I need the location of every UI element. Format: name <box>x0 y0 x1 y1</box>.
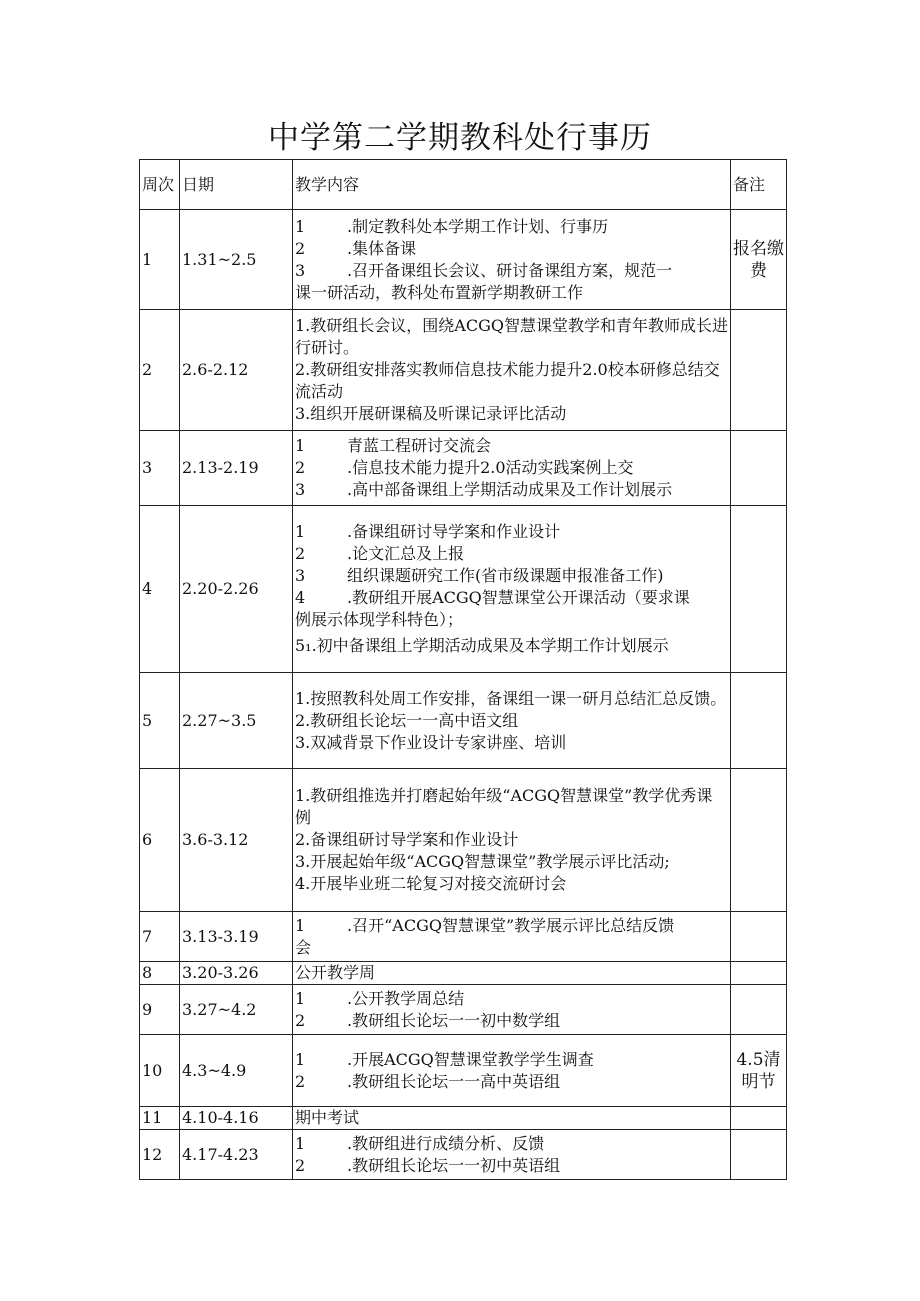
content-line: 1.按照教科处周工作安排，备课组一课一研月总结汇总反馈。 <box>295 688 727 708</box>
item-number: 2 <box>295 544 306 563</box>
content-continuation: 例展示体现学科特色）； <box>295 610 464 629</box>
content-cell <box>293 1107 731 1130</box>
item-number: 2 <box>295 458 306 477</box>
table-row <box>140 912 787 962</box>
date-cell: 3.20-3.26 <box>180 962 293 985</box>
content-item <box>295 521 728 543</box>
item-number: 2 <box>295 1010 306 1030</box>
content-item <box>295 988 728 1010</box>
content-item <box>295 457 728 479</box>
week-cell: 9 <box>140 985 180 1035</box>
content-line: 3.组织开展研课稿及听课记录评比活动 <box>295 404 567 423</box>
content-line: 2.备课组研讨导学案和作业设计 <box>295 830 519 849</box>
item-number: 1 <box>295 988 306 1008</box>
header-note: 备注 <box>731 160 787 210</box>
content-continuation: 会 <box>295 937 312 957</box>
content-item <box>295 587 728 609</box>
item-text: .论文汇总及上报 <box>347 544 465 563</box>
date-cell: 3.27~4.2 <box>180 985 293 1035</box>
content-item <box>295 915 728 937</box>
item-text: 青蓝工程研讨交流会 <box>347 436 492 455</box>
item-number: 1 <box>295 1049 306 1069</box>
item-text: .集体备课 <box>347 238 417 258</box>
item-text: .高中部备课组上学期活动成果及工作计划展示 <box>347 480 673 499</box>
content-line: 公开教学周 <box>295 963 376 982</box>
content-item <box>295 543 728 565</box>
item-text: .教研组进行成绩分析、反馈 <box>347 1133 545 1153</box>
item-text: .开展ACGQ智慧课堂教学学生调查 <box>347 1049 594 1069</box>
content-item-extra: 5₁.初中备课组上学期活动成果及本学期工作计划展示 <box>295 636 669 655</box>
item-number: 2 <box>295 1071 306 1091</box>
table-row <box>140 985 787 1035</box>
note-cell <box>731 985 787 1035</box>
content-line: 4.开展毕业班二轮复习对接交流研讨会 <box>295 874 567 893</box>
date-cell: 2.27~3.5 <box>180 673 293 769</box>
content-line: 2.教研组长论坛一一高中语文组 <box>295 710 519 730</box>
week-cell: 3 <box>140 431 180 506</box>
item-text: .召开“ACGQ智慧课堂”教学展示评比总结反馈 <box>347 915 675 935</box>
schedule-table <box>139 159 787 1180</box>
content-item <box>295 435 728 457</box>
content-line: 2.教研组安排落实教师信息技术能力提升2.0校本研修总结交流活动 <box>295 360 720 401</box>
content-item <box>295 1010 728 1032</box>
note-cell <box>731 962 787 985</box>
content-item <box>295 216 728 238</box>
table-row <box>140 1035 787 1107</box>
item-number: 2 <box>295 1155 306 1175</box>
item-number: 2 <box>295 238 306 258</box>
week-cell: 1 <box>140 210 180 310</box>
content-item <box>295 238 728 260</box>
content-line: 期中考试 <box>295 1108 360 1127</box>
date-cell: 3.6-3.12 <box>180 769 293 912</box>
week-cell: 6 <box>140 769 180 912</box>
header-row <box>140 160 787 210</box>
item-number: 1 <box>295 436 306 455</box>
note-cell: 4.5清明节 <box>731 1035 787 1107</box>
note-cell <box>731 673 787 769</box>
week-cell: 12 <box>140 1130 180 1180</box>
note-cell <box>731 506 787 673</box>
item-number: 3 <box>295 260 306 280</box>
content-item <box>295 1071 728 1093</box>
date-cell: 4.17-4.23 <box>180 1130 293 1180</box>
table-row <box>140 210 787 310</box>
content-item <box>295 1049 728 1071</box>
table-row <box>140 431 787 506</box>
week-cell: 7 <box>140 912 180 962</box>
content-cell <box>293 506 731 673</box>
item-text: .教研组长论坛一一高中英语组 <box>347 1071 561 1091</box>
content-cell <box>293 210 731 310</box>
content-cell <box>293 1130 731 1180</box>
date-cell: 4.3~4.9 <box>180 1035 293 1107</box>
note-cell <box>731 769 787 912</box>
note-cell <box>731 912 787 962</box>
date-cell: 2.6-2.12 <box>180 310 293 431</box>
content-cell <box>293 310 731 431</box>
item-number: 3 <box>295 480 306 499</box>
item-text: .教研组开展ACGQ智慧课堂公开课活动（要求课 <box>347 588 690 607</box>
week-cell: 10 <box>140 1035 180 1107</box>
item-text: .备课组研讨导学案和作业设计 <box>347 522 561 541</box>
content-item <box>295 565 728 587</box>
note-cell <box>731 1107 787 1130</box>
content-cell <box>293 1035 731 1107</box>
table-row <box>140 673 787 769</box>
date-cell: 2.13-2.19 <box>180 431 293 506</box>
week-cell: 4 <box>140 506 180 673</box>
date-cell: 2.20-2.26 <box>180 506 293 673</box>
content-cell <box>293 673 731 769</box>
week-cell: 8 <box>140 962 180 985</box>
note-cell: 报名缴费 <box>731 210 787 310</box>
item-number: 4 <box>295 588 306 607</box>
date-cell: 4.10-4.16 <box>180 1107 293 1130</box>
content-item <box>295 479 728 501</box>
content-line: 1.教研组推选并打磨起始年级“ACGQ智慧课堂”教学优秀课例 <box>295 786 713 827</box>
content-line: 3.开展起始年级“ACGQ智慧课堂”教学展示评比活动; <box>295 852 670 871</box>
content-continuation: 课一研活动，教科处布置新学期教研工作 <box>295 282 584 302</box>
content-cell <box>293 985 731 1035</box>
note-cell <box>731 1130 787 1180</box>
content-cell <box>293 431 731 506</box>
content-line: 1.教研组长会议，围绕ACGQ智慧课堂教学和青年教师成长进行研讨。 <box>295 316 728 357</box>
header-content: 教学内容 <box>293 160 731 210</box>
item-text: .教研组长论坛一一初中数学组 <box>347 1010 561 1030</box>
content-item <box>295 1155 728 1177</box>
note-cell <box>731 431 787 506</box>
content-item <box>295 1133 728 1155</box>
content-item <box>295 260 728 282</box>
item-text: 组织课题研究工作(省市级课题申报准备工作) <box>347 566 664 585</box>
item-number: 1 <box>295 216 306 236</box>
content-cell <box>293 769 731 912</box>
header-date: 日期 <box>180 160 293 210</box>
table-row <box>140 1130 787 1180</box>
item-text: .制定教科处本学期工作计划、行事历 <box>347 216 609 236</box>
table-row <box>140 506 787 673</box>
item-number: 1 <box>295 522 306 541</box>
item-text: .信息技术能力提升2.0活动实践案例上交 <box>347 458 634 477</box>
date-cell: 3.13-3.19 <box>180 912 293 962</box>
item-number: 1 <box>295 1133 306 1153</box>
item-text: .教研组长论坛一一初中英语组 <box>347 1155 561 1175</box>
table-row <box>140 769 787 912</box>
table-row <box>140 1107 787 1130</box>
table-row <box>140 962 787 985</box>
content-cell <box>293 962 731 985</box>
item-text: .公开教学周总结 <box>347 988 465 1008</box>
header-week: 周次 <box>140 160 180 210</box>
week-cell: 2 <box>140 310 180 431</box>
table-row <box>140 310 787 431</box>
page-title: 中学第二学期教科处行事历 <box>268 120 652 156</box>
week-cell: 5 <box>140 673 180 769</box>
note-cell <box>731 310 787 431</box>
content-line: 3.双减背景下作业设计专家讲座、培训 <box>295 732 567 752</box>
item-text: .召开备课组长会议、研讨备课组方案，规范一 <box>347 260 673 280</box>
week-cell: 11 <box>140 1107 180 1130</box>
item-number: 3 <box>295 566 306 585</box>
item-number: 1 <box>295 915 306 935</box>
date-cell: 1.31~2.5 <box>180 210 293 310</box>
content-cell <box>293 912 731 962</box>
